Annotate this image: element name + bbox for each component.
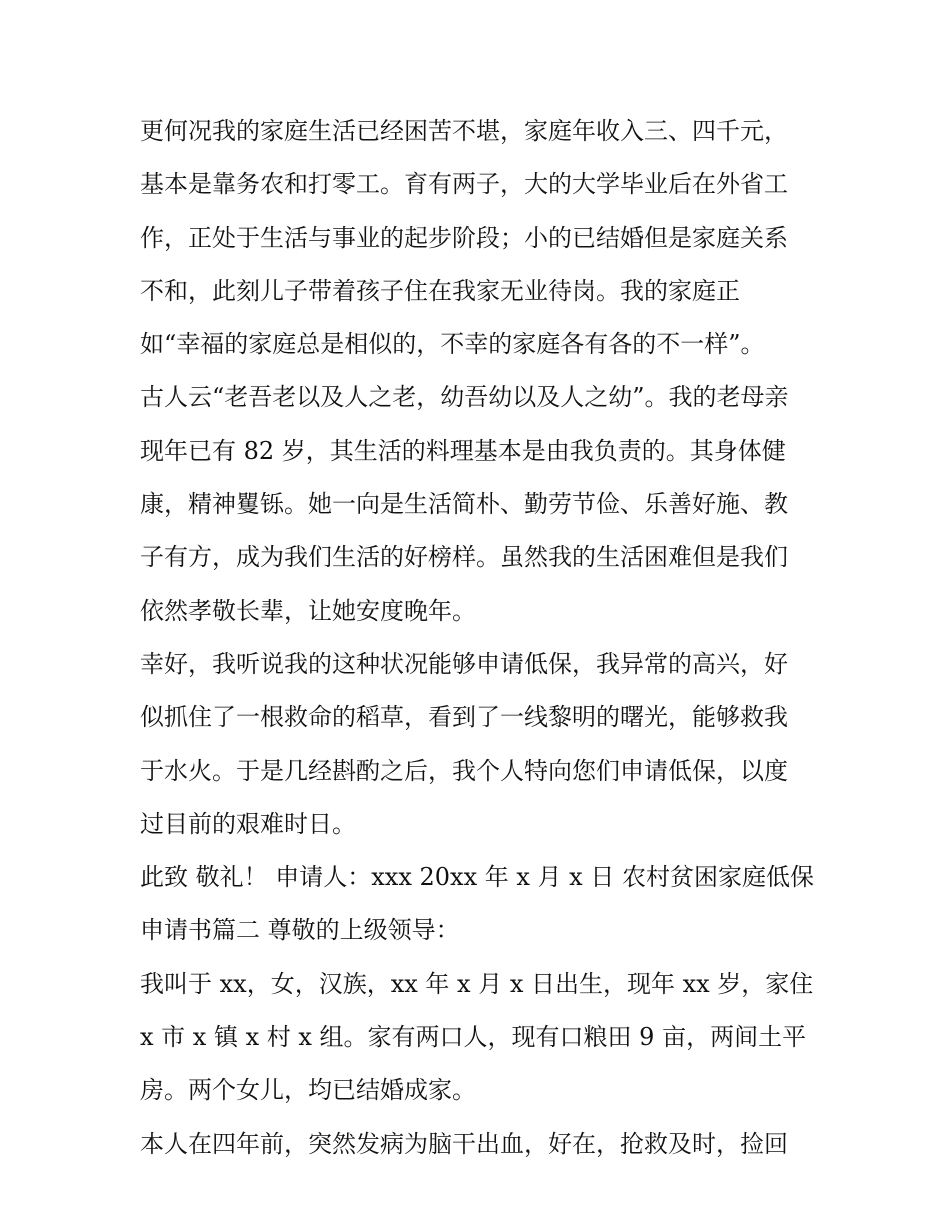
text-line: 似抓住了一根救命的稻草，看到了一线黎明的曙光，能够救我: [140, 703, 788, 732]
text-line: 更何况我的家庭生活已经困苦不堪，家庭年收入三、四千元，: [140, 117, 788, 145]
text-line: 幸好，我听说我的这种状况能够申请低保，我异常的高兴，好: [140, 649, 788, 678]
text-line: 我叫于 xx，女，汉族，xx 年 x 月 x 日出生，现年 xx 岁，家住: [140, 969, 814, 998]
text-line: 不和，此刻儿子带着孩子住在我家无业待岗。我的家庭正: [140, 276, 740, 305]
text-line: 申请书篇二 尊敬的上级领导：: [140, 916, 460, 945]
text-line: 此致 敬礼！ 申请人：xxx 20xx 年 x 月 x 日 农村贫困家庭低保: [140, 863, 814, 892]
text-line: 子有方，成为我们生活的好榜样。虽然我的生活困难但是我们: [140, 543, 788, 572]
text-line: 基本是靠务农和打零工。育有两子，大的大学毕业后在外省工: [140, 170, 788, 199]
text-line: 于水火。于是几经斟酌之后，我个人特向您们申请低保，以度: [140, 756, 788, 785]
text-line: 现年已有 82 岁，其生活的料理基本是由我负责的。其身体健: [140, 436, 786, 465]
text-line: 房。两个女儿，均已结婚成家。: [140, 1076, 476, 1105]
text-line: 过目前的艰难时日。: [140, 809, 356, 838]
document-body: [140, 105, 820, 1171]
text-line: x 市 x 镇 x 村 x 组。家有两口人，现有口粮田 9 亩，两间土平: [140, 1023, 807, 1052]
text-line: 依然孝敬长辈，让她安度晚年。: [140, 596, 476, 625]
text-line: 康，精神矍铄。她一向是生活简朴、勤劳节俭、乐善好施、教: [140, 490, 788, 519]
text-line: 本人在四年前，突然发病为脑干出血，好在，抢救及时，捡回: [140, 1129, 788, 1158]
text-line: 古人云“老吾老以及人之老，幼吾幼以及人之幼”。我的老母亲: [140, 383, 789, 412]
text-line: 如“幸福的家庭总是相似的，不幸的家庭各有各的不一样”。: [140, 330, 765, 359]
text-line: 作，正处于生活与事业的起步阶段；小的已结婚但是家庭关系: [140, 223, 788, 252]
